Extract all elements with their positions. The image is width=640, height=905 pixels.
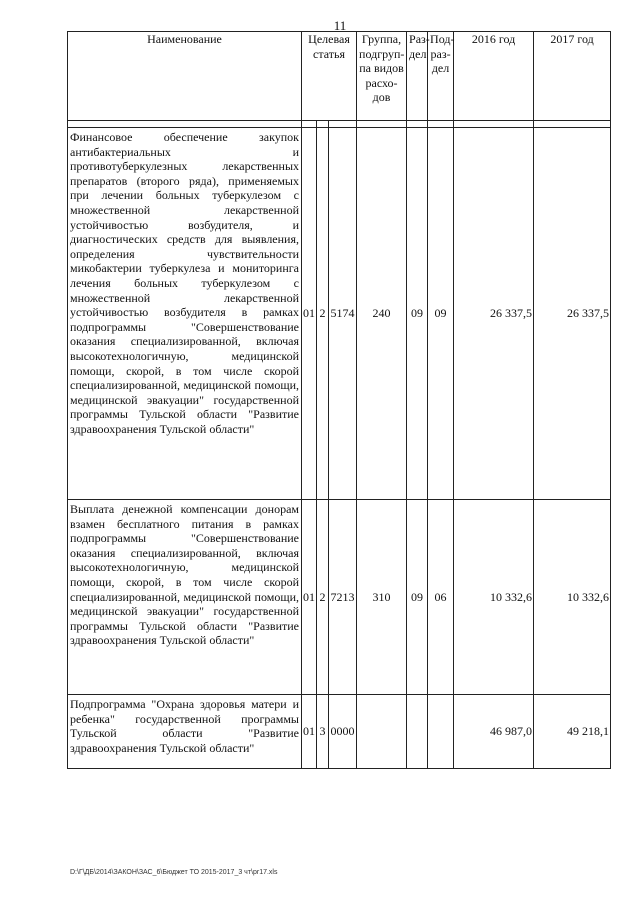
- page-number: 11: [333, 18, 347, 33]
- row-subprogram-code: 3: [317, 695, 329, 769]
- row-amount-2016: 26 337,5: [454, 128, 534, 500]
- row-section: 09: [407, 128, 428, 500]
- row-program-code: 01: [302, 128, 317, 500]
- spacer-row: [68, 121, 611, 128]
- row-section: 09: [407, 500, 428, 695]
- file-path-footer: D:\Г\ДБ\2014\ЗАКОН\ЗАС_6\Бюджет ТО 2015-2017_3 чт\pr17.xls: [70, 869, 278, 876]
- table-row: [68, 128, 611, 500]
- header-target-article: Целевая статья: [302, 32, 357, 121]
- row-expense-group: 310: [357, 500, 407, 695]
- row-subprogram-code: 2: [317, 500, 329, 695]
- row-subsection: 09: [428, 128, 454, 500]
- row-subsection: 06: [428, 500, 454, 695]
- header-row: [68, 32, 611, 121]
- table-row: [68, 500, 611, 695]
- row-subsection: [428, 695, 454, 769]
- header-2017: 2017 год: [534, 32, 611, 121]
- header-name: Наименование: [68, 32, 302, 121]
- header-2016: 2016 год: [454, 32, 534, 121]
- row-direction-code: 0000: [329, 695, 357, 769]
- row-name: Подпрограмма "Охрана здоровья матери и ребенка" государственной программы Тульской области "Развитие здравоохранения Тульской области": [68, 695, 302, 769]
- row-expense-group: 240: [357, 128, 407, 500]
- row-direction-code: 7213: [329, 500, 357, 695]
- row-amount-2016: 46 987,0: [454, 695, 534, 769]
- table-row: [68, 695, 611, 769]
- row-amount-2017: 26 337,5: [534, 128, 611, 500]
- header-section: Раз-дел: [407, 32, 428, 121]
- row-amount-2017: 49 218,1: [534, 695, 611, 769]
- row-amount-2016: 10 332,6: [454, 500, 534, 695]
- header-expense-group: Группа, подгруп-па видов расхо-дов: [357, 32, 407, 121]
- row-expense-group: [357, 695, 407, 769]
- row-name: Выплата денежной компенсации донорам взамен бесплатного питания в рамках подпрограммы "Совершенствование оказания специализированной, включая высокотехнологичную, медицинской помощи, скорой, в том числе скорой специализированной, медицинской помощи, медицинской эвакуации" государственной программы Тульской области "Развитие здравоохранения Тульской области": [68, 500, 302, 695]
- header-subsection: Под-раз-дел: [428, 32, 454, 121]
- row-amount-2017: 10 332,6: [534, 500, 611, 695]
- row-section: [407, 695, 428, 769]
- row-program-code: 01: [302, 500, 317, 695]
- row-subprogram-code: 2: [317, 128, 329, 500]
- row-program-code: 01: [302, 695, 317, 769]
- budget-table: [67, 31, 611, 769]
- row-direction-code: 5174: [329, 128, 357, 500]
- row-name: Финансовое обеспечение закупок антибактериальных и противотуберкулезных лекарственных препаратов (второго ряда), применяемых при лечении больных туберкулезом с множественной лекарственной устойчивостью возбудителя, и диагностических средств для выявления, определения чувствительности микобактерии туберкулеза и мониторинга лечения больных туберкулезом с множественной лекарственной устойчивостью возбудителя в рамках подпрограммы "Совершенствование оказания специализированной, включая высокотехнологичную, медицинской помощи, скорой, в том числе скорой специализированной, медицинской помощи, медицинской эвакуации" государственной программы Тульской области "Развитие здравоохранения Тульской области": [68, 128, 302, 500]
